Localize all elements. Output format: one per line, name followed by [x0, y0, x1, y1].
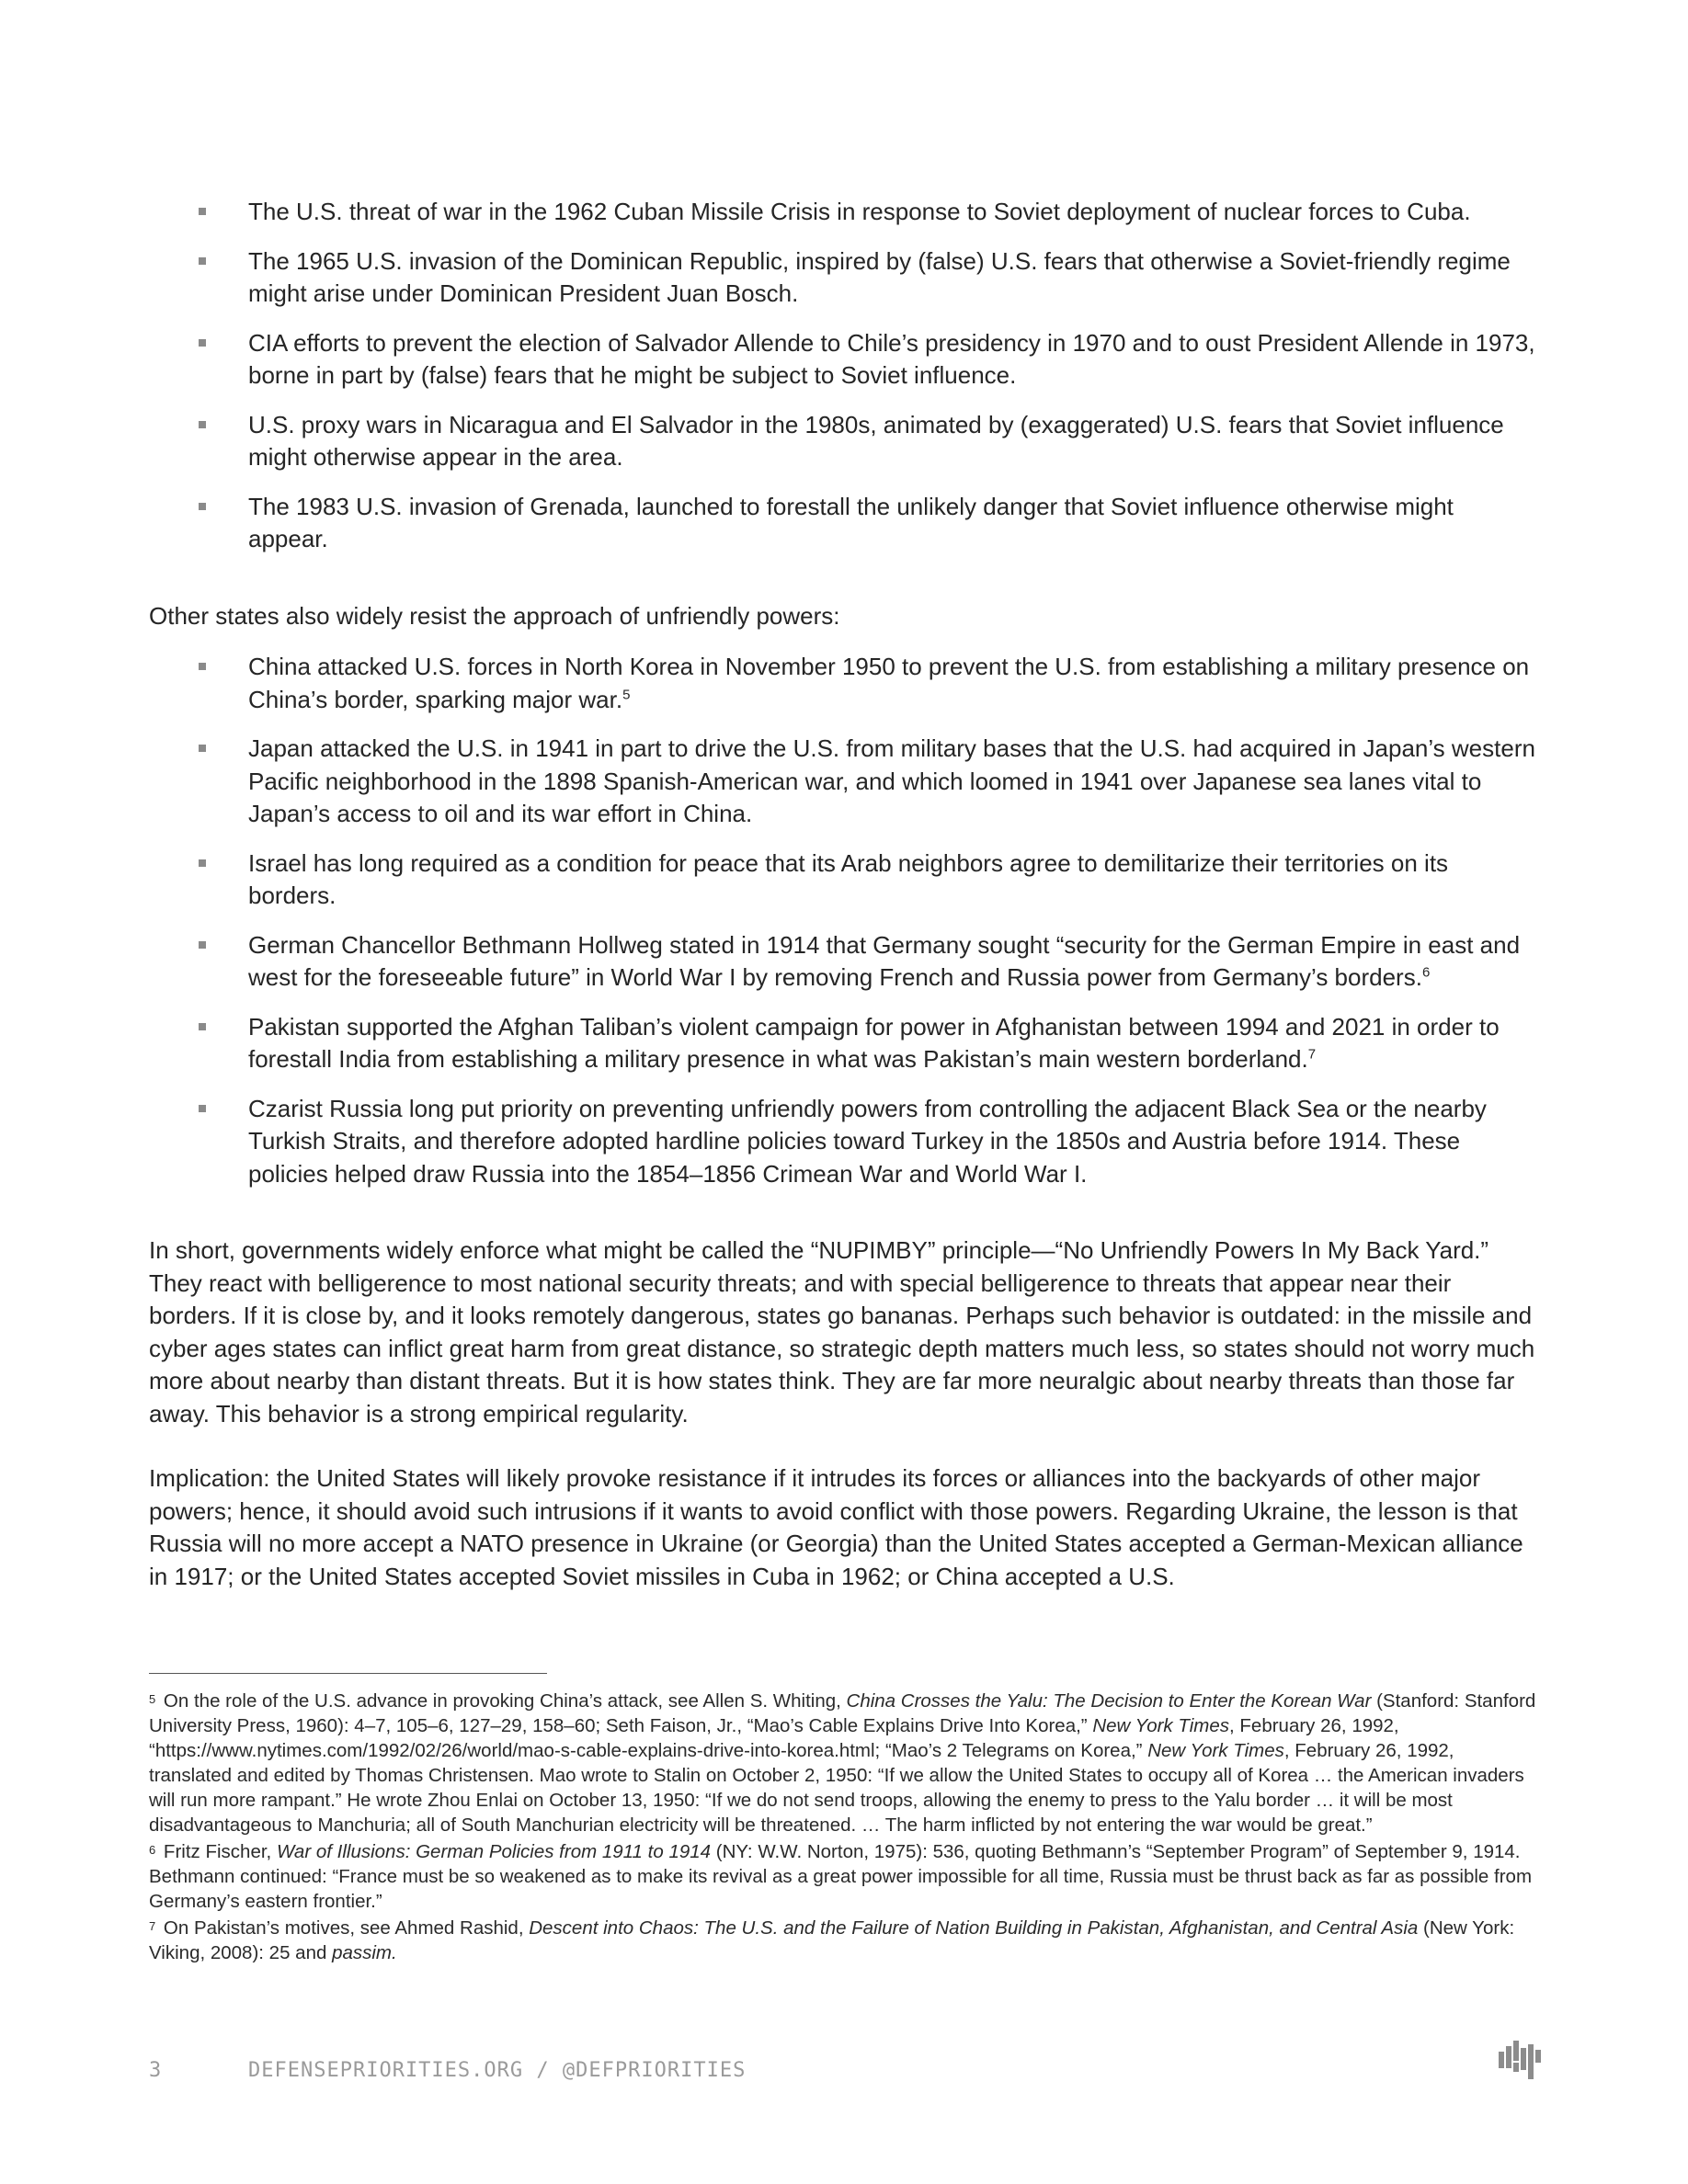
footnotes: [149, 1687, 1539, 1965]
footnote-7: [149, 1914, 1539, 1965]
footnote-title: New York Times: [1092, 1715, 1230, 1736]
list-item: [248, 327, 1539, 392]
footnote-6: [149, 1837, 1539, 1914]
list-item-text: Israel has long required as a condition for peace that its Arab neighbors agree to demilitarize their territories on its borders.: [248, 848, 1449, 909]
footnote-ref[interactable]: 6: [1421, 964, 1431, 981]
square-bullet-icon: [199, 421, 206, 428]
bullet-list-us-interventions: [149, 196, 1539, 556]
square-bullet-icon: [199, 745, 206, 752]
footnote-title: passim.: [332, 1942, 397, 1963]
list-item-text: The 1965 U.S. invasion of the Dominican Republic, inspired by (false) U.S. fears that otherwise a Soviet-friendly regime might arise under Dominican President Juan Bosch.: [248, 246, 1511, 307]
footnote-text: , February 26, 1992, translated and edited by Thomas Christensen. Mao wrote to Stalin on October 2, 1950: “If we allow the United States to occupy all of Korea … the American invaders will run more rampant.” He wrote Zhou Enlai on October 13, 1950: “If we do not send troops, allowing the enemy to press to the Yalu border … it will be most disadvantageous to Manchuria; all of South Manchurian electricity will be threatened. … The harm inflicted by not entering the war would be great.”: [149, 1740, 1524, 1836]
footnote-divider: [149, 1673, 547, 1674]
list-item-text: The 1983 U.S. invasion of Grenada, launched to forestall the unlikely danger that Soviet influence otherwise might appear.: [248, 492, 1454, 552]
square-bullet-icon: [199, 1105, 206, 1112]
square-bullet-icon: [199, 859, 206, 867]
square-bullet-icon: [199, 663, 206, 670]
footnote-ref[interactable]: 5: [622, 686, 631, 702]
list-item-text: Japan attacked the U.S. in 1941 in part to drive the U.S. from military bases that the U.S. had acquired in Japan’s western Pacific neighborhood in the 1898 Spanish-American war, and which loomed in 1941 over Japanese sea lanes vital to Japan’s access to oil and its war effort in China.: [248, 734, 1535, 827]
footnote-ref[interactable]: 7: [1307, 1046, 1317, 1063]
footnote-text: On Pakistan’s motives, see Ahmed Rashid,: [158, 1917, 530, 1939]
footnote-title: China Crosses the Yalu: The Decision to Enter the Korean War: [846, 1690, 1372, 1712]
footnote-number: 5: [149, 1692, 156, 1706]
list-item-text: The U.S. threat of war in the 1962 Cuban Missile Crisis in response to Soviet deployment of nuclear forces to Cuba.: [248, 198, 1471, 225]
footnote-number: 6: [149, 1843, 156, 1857]
square-bullet-icon: [199, 339, 206, 347]
footnote-title: War of Illusions: German Policies from 1911 to 1914: [276, 1841, 712, 1862]
list-item: [248, 1093, 1539, 1191]
footnote-5: [149, 1687, 1539, 1837]
square-bullet-icon: [199, 1023, 206, 1030]
list-item: [248, 1011, 1539, 1076]
square-bullet-icon: [199, 503, 206, 510]
footer-site-link[interactable]: DEFENSEPRIORITIES.ORG / @DEFPRIORITIES: [248, 2059, 747, 2082]
list-item: [248, 196, 1539, 229]
page-body: [149, 196, 1539, 1593]
intro-paragraph: Other states also widely resist the approach of unfriendly powers:: [149, 601, 840, 630]
footnote-text: Fritz Fischer,: [158, 1841, 277, 1862]
footnote-number: 7: [149, 1919, 156, 1933]
list-item-text: CIA efforts to prevent the election of Salvador Allende to Chile’s presidency in 1970 and to oust President Allende in 1973, borne in part by (false) fears that he might be subject to Soviet influence.: [248, 328, 1535, 389]
list-item: [248, 245, 1539, 311]
footnote-text: (NY: W.W. Norton, 1975): 536, quoting Bethmann’s “September Program” of September 9, 1914. Bethmann continued: “France must be so weakened as to make its revival as a great power impossible for all time, Russia must be thrust back as far as possible from Germany’s eastern frontier.”: [149, 1841, 1533, 1912]
nupimby-paragraph: In short, governments widely enforce what might be called the “NUPIMBY” principle—“No Unfriendly Powers In My Back Yard.” They react with belligerence to most national security threats; and with special belligerence to threats that appear near their borders. If it is close by, and it looks remotely dangerous, states go bananas. Perhaps such behavior is outdated: in the missile and cyber ages states can inflict great harm from great distance, so strategic depth matters much less, so states should not worry much more about nearby than distant threats. But it is how states think. They are far more neuralgic about nearby threats than those far away. This behavior is a strong empirical regularity.: [149, 1236, 1535, 1428]
square-bullet-icon: [199, 208, 206, 215]
implication-paragraph: Implication: the United States will likely provoke resistance if it intrudes its forces or alliances into the backyards of other major powers; hence, it should avoid such intrusions if it wants to avoid conflict with those powers. Regarding Ukraine, the lesson is that Russia will no more accept a NATO presence in Ukraine (or Georgia) than the United States accepted a German-Mexican alliance in 1917; or the United States accepted Soviet missiles in Cuba in 1962; or China accepted a U.S.: [149, 1464, 1523, 1590]
list-item: [248, 409, 1539, 474]
footnote-text: (Stanford: Stanford University Press, 1960): 4–7, 105–6, 127–29, 158–60; Seth Faison, Jr., “Mao’s Cable Explains Drive Into Korea,”: [149, 1690, 1536, 1736]
list-item: [248, 929, 1539, 995]
list-item: [248, 651, 1539, 716]
bullet-list-other-states: [149, 651, 1539, 1190]
footnote-text: (New York: Viking, 2008): 25 and: [149, 1917, 1515, 1963]
footnote-text: On the role of the U.S. advance in provoking China’s attack, see Allen S. Whiting,: [158, 1690, 847, 1712]
square-bullet-icon: [199, 257, 206, 265]
list-item-text: China attacked U.S. forces in North Korea in November 1950 to prevent the U.S. from establishing a military presence on China’s border, sparking major war.: [248, 653, 1530, 713]
defense-priorities-logo-icon: [1499, 2039, 1541, 2079]
list-item-text: German Chancellor Bethmann Hollweg stated in 1914 that Germany sought “security for the German Empire in east and west for the foreseeable future” in World War I by removing French and Russia power from Germany’s borders.: [248, 930, 1521, 991]
list-item-text: Pakistan supported the Afghan Taliban’s violent campaign for power in Afghanistan between 1994 and 2021 in order to forestall India from establishing a military presence in what was Pakistan’s main western borderland.: [248, 1012, 1500, 1073]
footnote-text: , February 26, 1992, “https://www.nytimes.com/1992/02/26/world/mao-s-cable-explains-drive-into-korea.html; “Mao’s 2 Telegrams on Korea,”: [149, 1715, 1399, 1761]
square-bullet-icon: [199, 941, 206, 949]
list-item-text: U.S. proxy wars in Nicaragua and El Salvador in the 1980s, animated by (exaggerated) U.S. fears that Soviet influence might otherwise appear in the area.: [248, 410, 1504, 471]
list-item: [248, 491, 1539, 556]
list-item-text: Czarist Russia long put priority on preventing unfriendly powers from controlling the adjacent Black Sea or the nearby Turkish Straits, and therefore adopted hardline policies toward Turkey in the 1850s and Austria before 1914. These policies helped draw Russia into the 1854–1856 Crimean War and World War I.: [248, 1094, 1487, 1188]
list-item: [248, 847, 1539, 913]
footnote-title: Descent into Chaos: The U.S. and the Failure of Nation Building in Pakistan, Afghanistan, and Central Asia: [529, 1917, 1419, 1939]
page-number: 3: [149, 2059, 162, 2082]
footnote-title: New York Times: [1147, 1740, 1284, 1761]
list-item: [248, 733, 1539, 831]
